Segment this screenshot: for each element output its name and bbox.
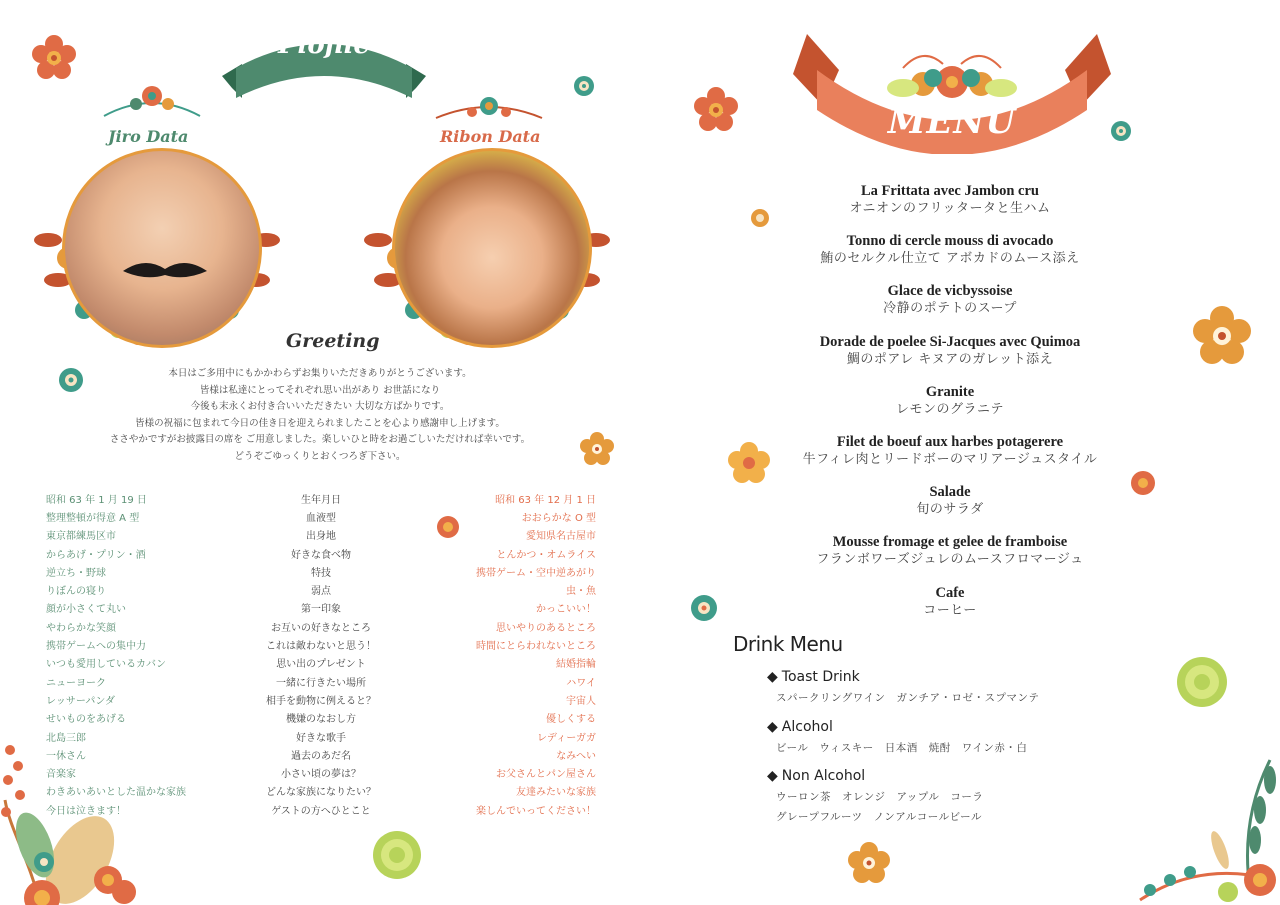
ribon-value: 楽しんでいってください！ [476,805,596,817]
jiro-photo [62,148,262,348]
profile-question: 血液型 [306,512,336,524]
jiro-value: 逆立ち・野球 [46,567,106,579]
profile-row [46,745,596,763]
profile-row [46,507,596,525]
jiro-value: りぼんの寝り [46,586,106,598]
menu-item [740,233,1160,283]
menu-item-japanese-name: コーヒー [923,602,977,618]
menu-item-japanese-name: 鯛のポアレ キヌアのガレット添え [846,351,1054,367]
menu-item [740,334,1160,384]
ribon-value: ハワイ [566,677,596,689]
menu-item [740,434,1160,484]
ribon-value: 昭和 63 年 12 月 1 日 [495,494,596,506]
profile-row [46,489,596,507]
menu-item-japanese-name: 牛フィレ肉とリードボーのマリアージュスタイル [802,451,1098,467]
ribon-value: なみへい [556,750,596,762]
drink-section [767,666,1087,708]
menu-banner-title: MENU [887,102,1017,142]
ribon-value: 宇宙人 [566,695,596,707]
drink-section-title: Non Alcohol [781,768,866,784]
flower-decoration-icon [573,75,595,97]
drink-section-title: Alcohol [781,719,833,735]
ornament-icon [100,80,204,130]
flower-decoration-icon [1176,656,1228,708]
ribon-value: レディーガガ [537,732,596,744]
diamond-bullet-icon: ◆ [767,768,778,784]
profile-question: どんな家族になりたい？ [266,787,376,799]
profile-row [46,617,596,635]
jiro-value: 顔が小さくて丸い [46,604,126,616]
drink-section [767,765,1087,827]
profile-question: 弱点 [311,586,331,598]
jiro-value: 音楽家 [46,769,76,781]
profile-row [46,562,596,580]
ribon-value: 優しくする [546,714,596,726]
ribon-value: 虫・魚 [566,586,596,598]
flower-decoration-icon [692,86,740,134]
greeting-line: ささやかですがお披露目の席を ご用意しました。楽しいひと時をお過ごしいただければ幸いです。 [109,434,531,446]
ribon-value: 友達みたいな家族 [516,787,596,799]
jiro-value: 整理整頓が得意 A 型 [46,512,140,524]
profile-question: 思い出のプレゼント [276,659,366,671]
ribon-value: おおらかな O 型 [521,512,596,524]
drink-section-heading [767,716,1087,738]
flower-decoration-icon [1192,306,1252,366]
drink-section [767,716,1087,758]
ribon-value: とんかつ・オムライス [496,549,596,561]
drink-section-heading [767,666,1087,688]
ribon-value: 携帯ゲーム・空中逆あがり [476,567,596,579]
menu-item-japanese-name: 鮪のセルクル仕立て アボカドのムース添え [820,251,1080,267]
menu-item-french-name: Granite [925,383,975,400]
flower-decoration-icon [372,830,422,880]
menu-item-japanese-name: レモンのグラニテ [895,401,1004,417]
jiro-value: いつも愛用しているカバン [46,659,166,671]
menu-item-japanese-name: 冷静のポテトのスープ [883,301,1017,317]
ribon-value: お父さんとパン屋さん [496,769,596,781]
flower-decoration-icon [848,842,890,884]
menu-item-french-name: Salade [929,484,971,501]
profile-question: 一緒に行きたい場所 [276,677,366,689]
ribon-data-label: Ribon Data [440,127,541,146]
profile-row [46,690,596,708]
ribon-value: 結婚指輪 [556,659,596,671]
ribon-photo [392,148,592,348]
greeting-line: 皆様の祝福に包まれて今日の佳き日を迎えられましたことを心より感謝申し上げます。 [135,417,505,429]
profile-question: 特技 [311,567,331,579]
profile-row [46,782,596,800]
ribon-value: 思いやりのあるところ [496,622,596,634]
profile-row [46,544,596,562]
menu-item-french-name: Filet de boeuf aux harbes potagerere [836,433,1064,450]
menu-item-french-name: La Frittata avec Jambon cru [861,183,1039,199]
profile-row [46,599,596,617]
menu-item-french-name: Mousse fromage et gelee de framboise [832,534,1068,551]
ribon-value: かっこいい！ [536,604,596,616]
profile-banner-title: Plofile [277,30,371,60]
greeting-line: どうぞごゆっくりとおくつろぎ下さい。 [234,450,406,462]
profile-question: 小さい頃の夢は？ [281,769,361,781]
jiro-value: わきあいあいとした温かな家族 [46,787,186,799]
ornament-icon [432,92,546,132]
profile-question: 第一印象 [301,604,341,616]
jiro-value: せいものをあげる [46,714,126,726]
profile-row [46,672,596,690]
profile-question: 過去のあだ名 [291,750,351,762]
profile-question: ゲストの方へひとこと [271,805,371,817]
bouquet-decoration-icon [1120,740,1280,905]
menu-item [740,183,1160,233]
drink-items-line: ビール ウィスキー 日本酒 焼酎 ワイン赤・白 [776,742,1028,754]
jiro-value: 携帯ゲームへの集中力 [46,641,146,653]
jiro-value: 今日は泣きます！ [46,805,126,817]
profile-question: これは敵わないと思う！ [266,641,376,653]
menu-item [740,283,1160,333]
profile-row [46,763,596,781]
menu-item-french-name: Glace de vicbyssoise [887,283,1013,300]
greeting-line: 今後も末永くお付き合いいただきたい 大切な方ばかりです。 [190,401,450,413]
jiro-value: 昭和 63 年 1 月 19 日 [46,494,147,506]
menu-page [640,0,1280,905]
profile-question: 出身地 [306,531,336,543]
profile-banner [222,24,426,102]
profile-question: 機嫌のなおし方 [286,714,356,726]
profile-row [46,800,596,818]
profile-table [46,489,596,818]
menu-item [740,585,1160,635]
profile-question: 好きな食べ物 [291,549,351,561]
profile-row [46,526,596,544]
profile-row [46,580,596,598]
profile-question: 好きな歌手 [296,732,346,744]
menu-list [740,183,1160,635]
flower-decoration-icon [690,594,718,622]
profile-question: 生年月日 [301,494,341,506]
greeting-title: Greeting [286,330,380,352]
diamond-bullet-icon: ◆ [767,669,778,685]
menu-item-japanese-name: フランボワーズジュレのムースフロマージュ [816,552,1084,568]
drink-items-line: ウーロン茶 オレンジ アップル コーラ [776,791,984,803]
menu-item-french-name: Dorade de poelee Si-Jacques avec Quimoa [819,333,1081,350]
flower-decoration-icon [1110,120,1132,142]
profile-row [46,635,596,653]
jiro-data-label: Jiro Data [108,127,189,146]
drink-section-title: Toast Drink [781,669,860,685]
menu-item-japanese-name: 旬のサラダ [916,502,984,518]
profile-question: 相手を動物に例えると？ [266,695,376,707]
ribon-value: 愛知県名古屋市 [526,531,596,543]
jiro-value: 北島三郎 [46,732,86,744]
ribon-value: 時間にとらわれないところ [476,641,596,653]
menu-item [740,484,1160,534]
jiro-value: ニューヨーク [46,677,106,689]
profile-row [46,654,596,672]
menu-item-japanese-name: オニオンのフリッタータと生ハム [849,201,1051,216]
jiro-value: やわらかな笑顔 [46,622,116,634]
profile-row [46,709,596,727]
jiro-value: 一休さん [46,750,86,762]
menu-item [740,534,1160,584]
flower-decoration-icon [30,34,78,82]
drink-items-line: グレープフルーツ ノンアルコールビール [776,811,982,823]
menu-item-french-name: Tonno di cercle mouss di avocado [846,233,1054,250]
profile-row [46,727,596,745]
drink-items-line: スパークリングワイン ガンチア・ロゼ・スプマンテ [776,692,1040,704]
drink-section-heading [767,765,1087,787]
greeting-line: 本日はご多用中にもかかわらずお集りいただきありがとうございます。 [168,368,472,379]
jiro-value: 東京都練馬区市 [46,531,116,543]
diamond-bullet-icon: ◆ [767,719,778,735]
greeting-line: 皆様は私達にとってそれぞれ思い出があり お世話になり [199,384,441,396]
menu-banner [793,30,1111,154]
menu-item-french-name: Cafe [935,584,965,601]
profile-question: お互いの好きなところ [271,622,371,634]
greeting-text [40,366,600,466]
jiro-value: からあげ・プリン・酒 [46,549,146,561]
menu-item [740,384,1160,434]
jiro-value: レッサーパンダ [46,695,115,707]
drink-menu-title: Drink Menu [733,632,843,656]
